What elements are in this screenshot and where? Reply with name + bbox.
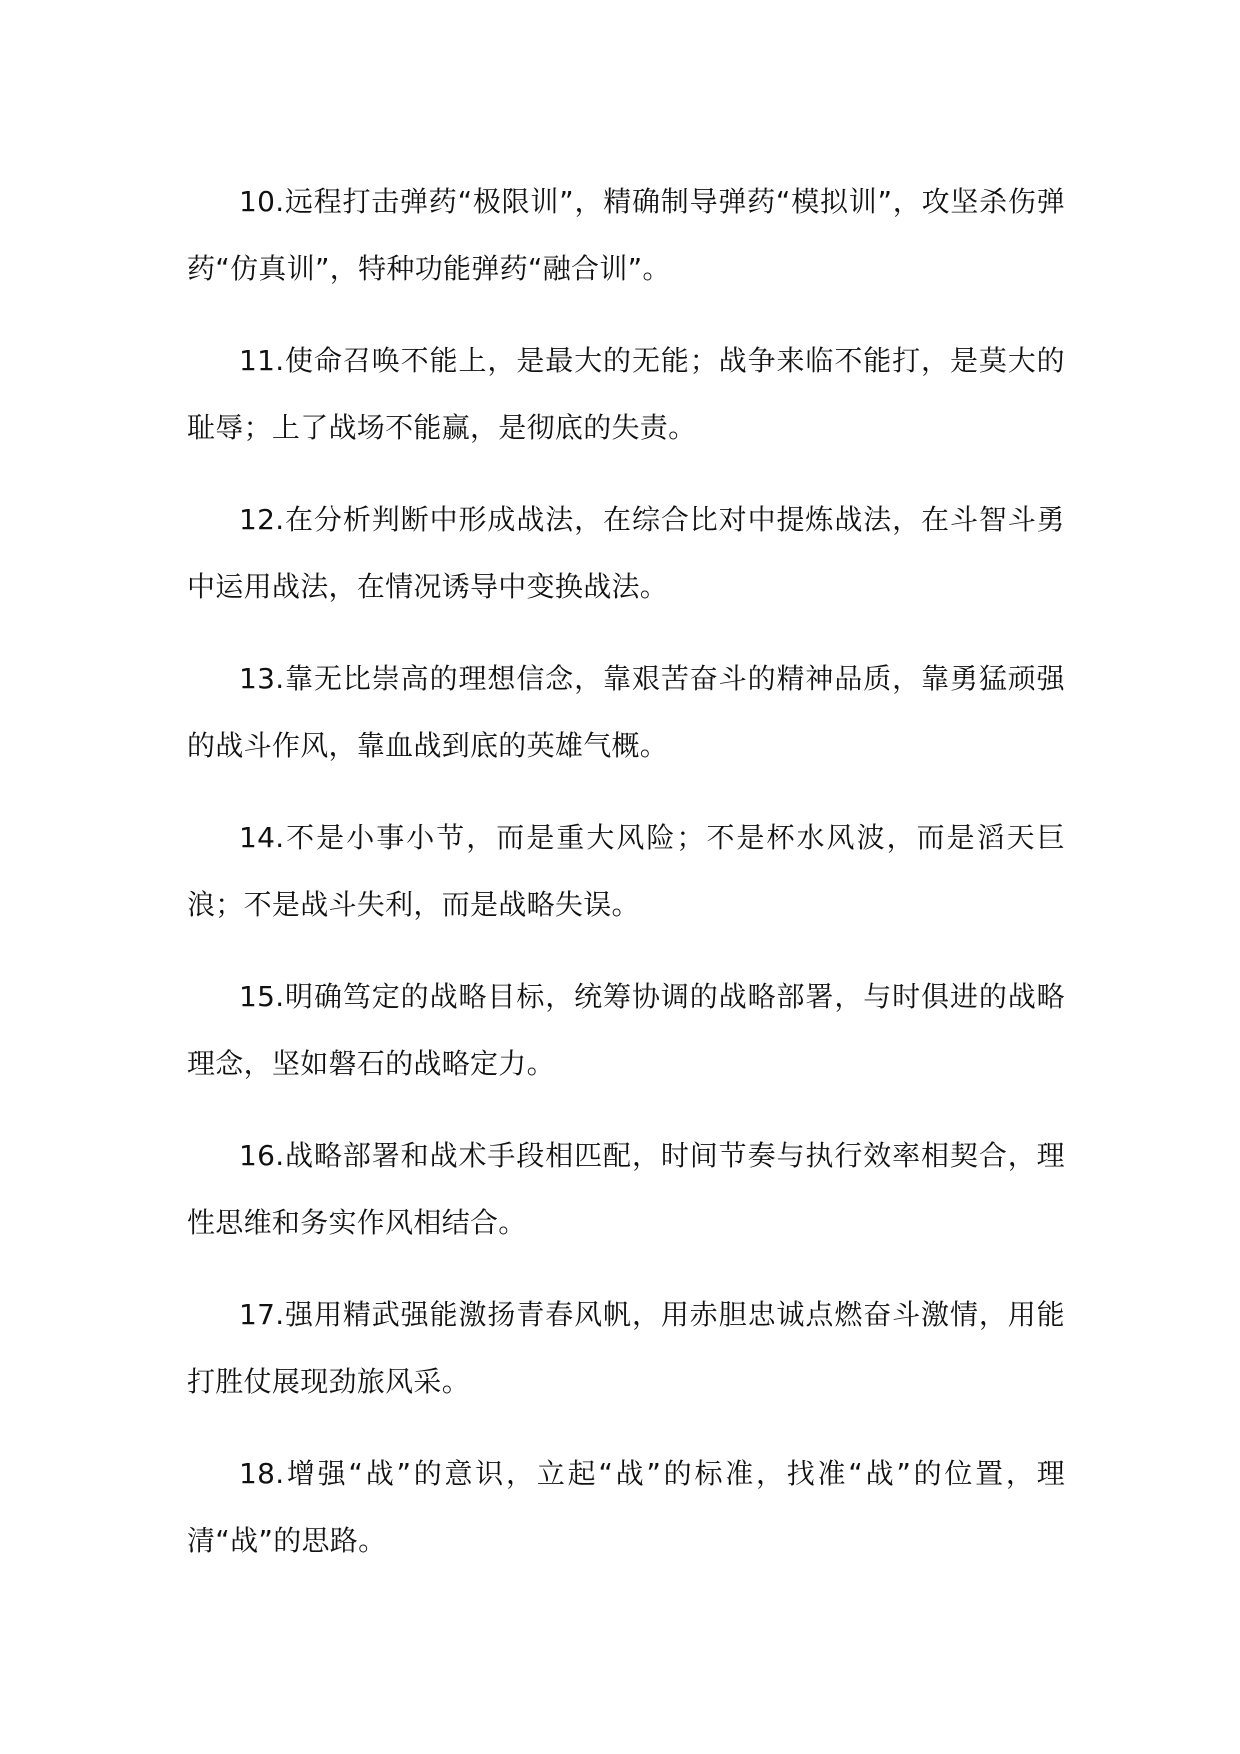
paragraph-12: 12.在分析判断中形成战法，在综合比对中提炼战法，在斗智斗勇中运用战法，在情况诱导中变换战法。 <box>187 503 1065 603</box>
paragraph-16: 16.战略部署和战术手段相匹配，时间节奏与执行效率相契合，理性思维和务实作风相结合。 <box>187 1139 1065 1239</box>
paragraph-13: 13.靠无比崇高的理想信念，靠艰苦奋斗的精神品质，靠勇猛顽强的战斗作风，靠血战到底的英雄气概。 <box>187 662 1065 762</box>
paragraph-11: 11.使命召唤不能上，是最大的无能；战争来临不能打，是莫大的耻辱；上了战场不能赢，是彻底的失责。 <box>187 344 1065 444</box>
paragraph-15: 15.明确笃定的战略目标，统筹协调的战略部署，与时俱进的战略理念，坚如磐石的战略定力。 <box>187 980 1065 1080</box>
paragraph-18: 18.增强“战”的意识，立起“战”的标准，找准“战”的位置，理清“战”的思路。 <box>187 1457 1065 1557</box>
paragraph-14: 14.不是小事小节，而是重大风险；不是杯水风波，而是滔天巨浪；不是战斗失利，而是战略失误。 <box>187 821 1065 921</box>
paragraph-10: 10.远程打击弹药“极限训”，精确制导弹药“模拟训”，攻坚杀伤弹药“仿真训”，特种功能弹药“融合训”。 <box>187 185 1065 285</box>
document-body <box>187 168 1065 1599</box>
paragraph-17: 17.强用精武强能激扬青春风帆，用赤胆忠诚点燃奋斗激情，用能打胜仗展现劲旅风采。 <box>187 1298 1065 1398</box>
